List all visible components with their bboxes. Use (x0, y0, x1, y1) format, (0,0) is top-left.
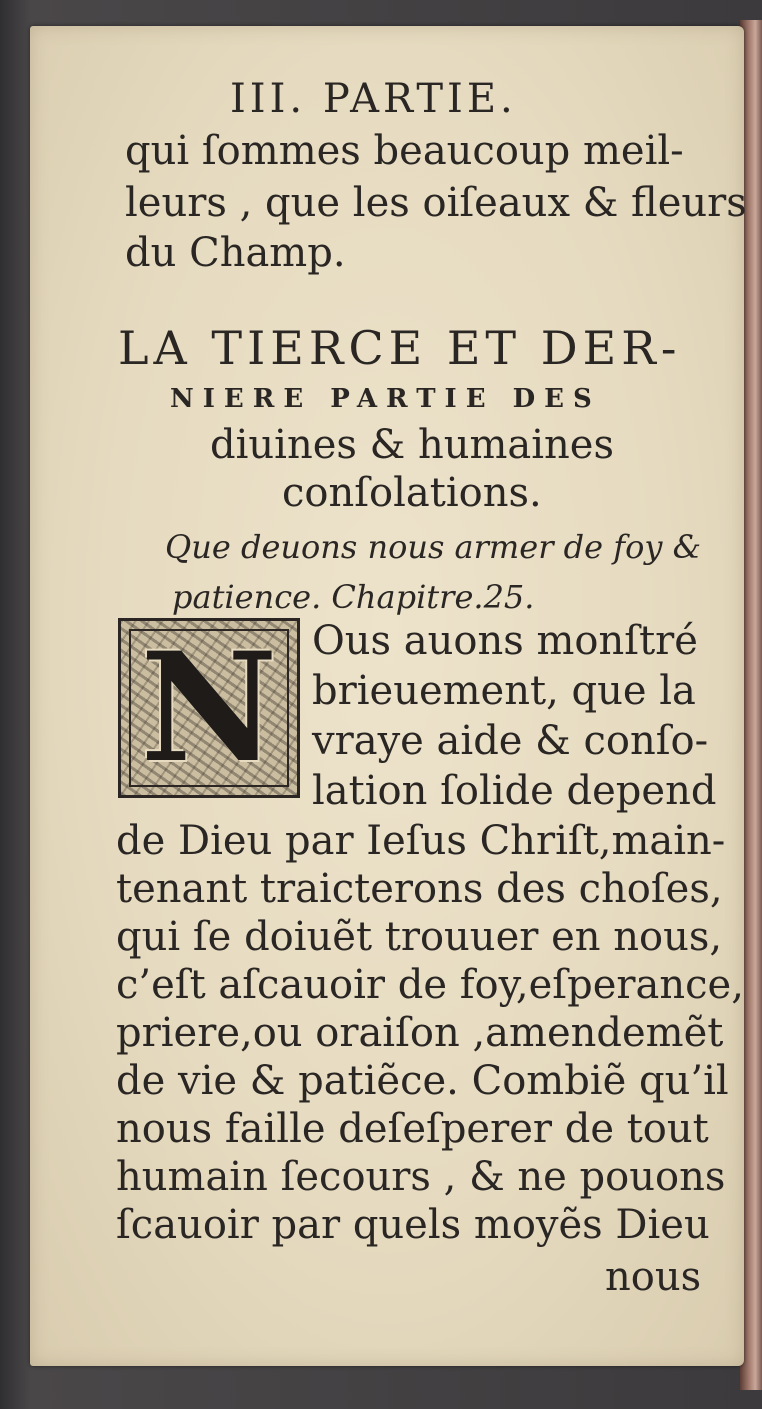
body-line: brieuement, que la (312, 668, 696, 714)
decorated-initial (118, 618, 300, 798)
text-line: qui ſommes beaucoup meil- (125, 128, 684, 174)
body-line: ſcauoir par quels moyẽs Dieu (116, 1202, 710, 1248)
chapter-title-line: patience. Chapitre.25. (172, 578, 535, 616)
body-line: vraye aide & conſo- (312, 718, 709, 764)
body-line: humain ſecours , & ne pouons (116, 1154, 726, 1200)
body-line: de vie & patiẽce. Combiẽ qu’il (116, 1058, 729, 1104)
initial-frame (129, 620, 289, 796)
book-page (30, 26, 747, 1366)
body-line: priere,ou oraiſon ,amendemẽt (116, 1010, 724, 1056)
section-subheading: NIERE PARTIE DES (170, 384, 601, 414)
running-header: III. PARTIE. (230, 76, 517, 122)
body-line: nous faille deſeſperer de tout (116, 1106, 709, 1152)
body-line: qui ſe doiuẽt trouuer en nous, (116, 914, 723, 960)
body-line: c’eſt aſcauoir de foy,eſperance, (116, 962, 744, 1008)
section-title-line: diuines & humaines (210, 422, 615, 468)
text-line: leurs , que les oiſeaux & fleurs (125, 180, 747, 226)
initial-letter: N (140, 620, 278, 796)
section-title-line: conſolations. (282, 470, 542, 516)
chapter-title-line: Que deuons nous armer de foy & (165, 528, 702, 566)
body-line: lation ſolide depend (312, 768, 717, 814)
text-line: du Champ. (125, 230, 346, 276)
catchword: nous (605, 1254, 702, 1300)
body-line: de Dieu par Ieſus Chriſt,main- (116, 818, 726, 864)
section-heading: LA TIERCE ET DER- (118, 321, 682, 375)
body-line: Ous auons monſtré (312, 618, 698, 664)
body-line: tenant traicterons des choſes, (116, 866, 723, 912)
